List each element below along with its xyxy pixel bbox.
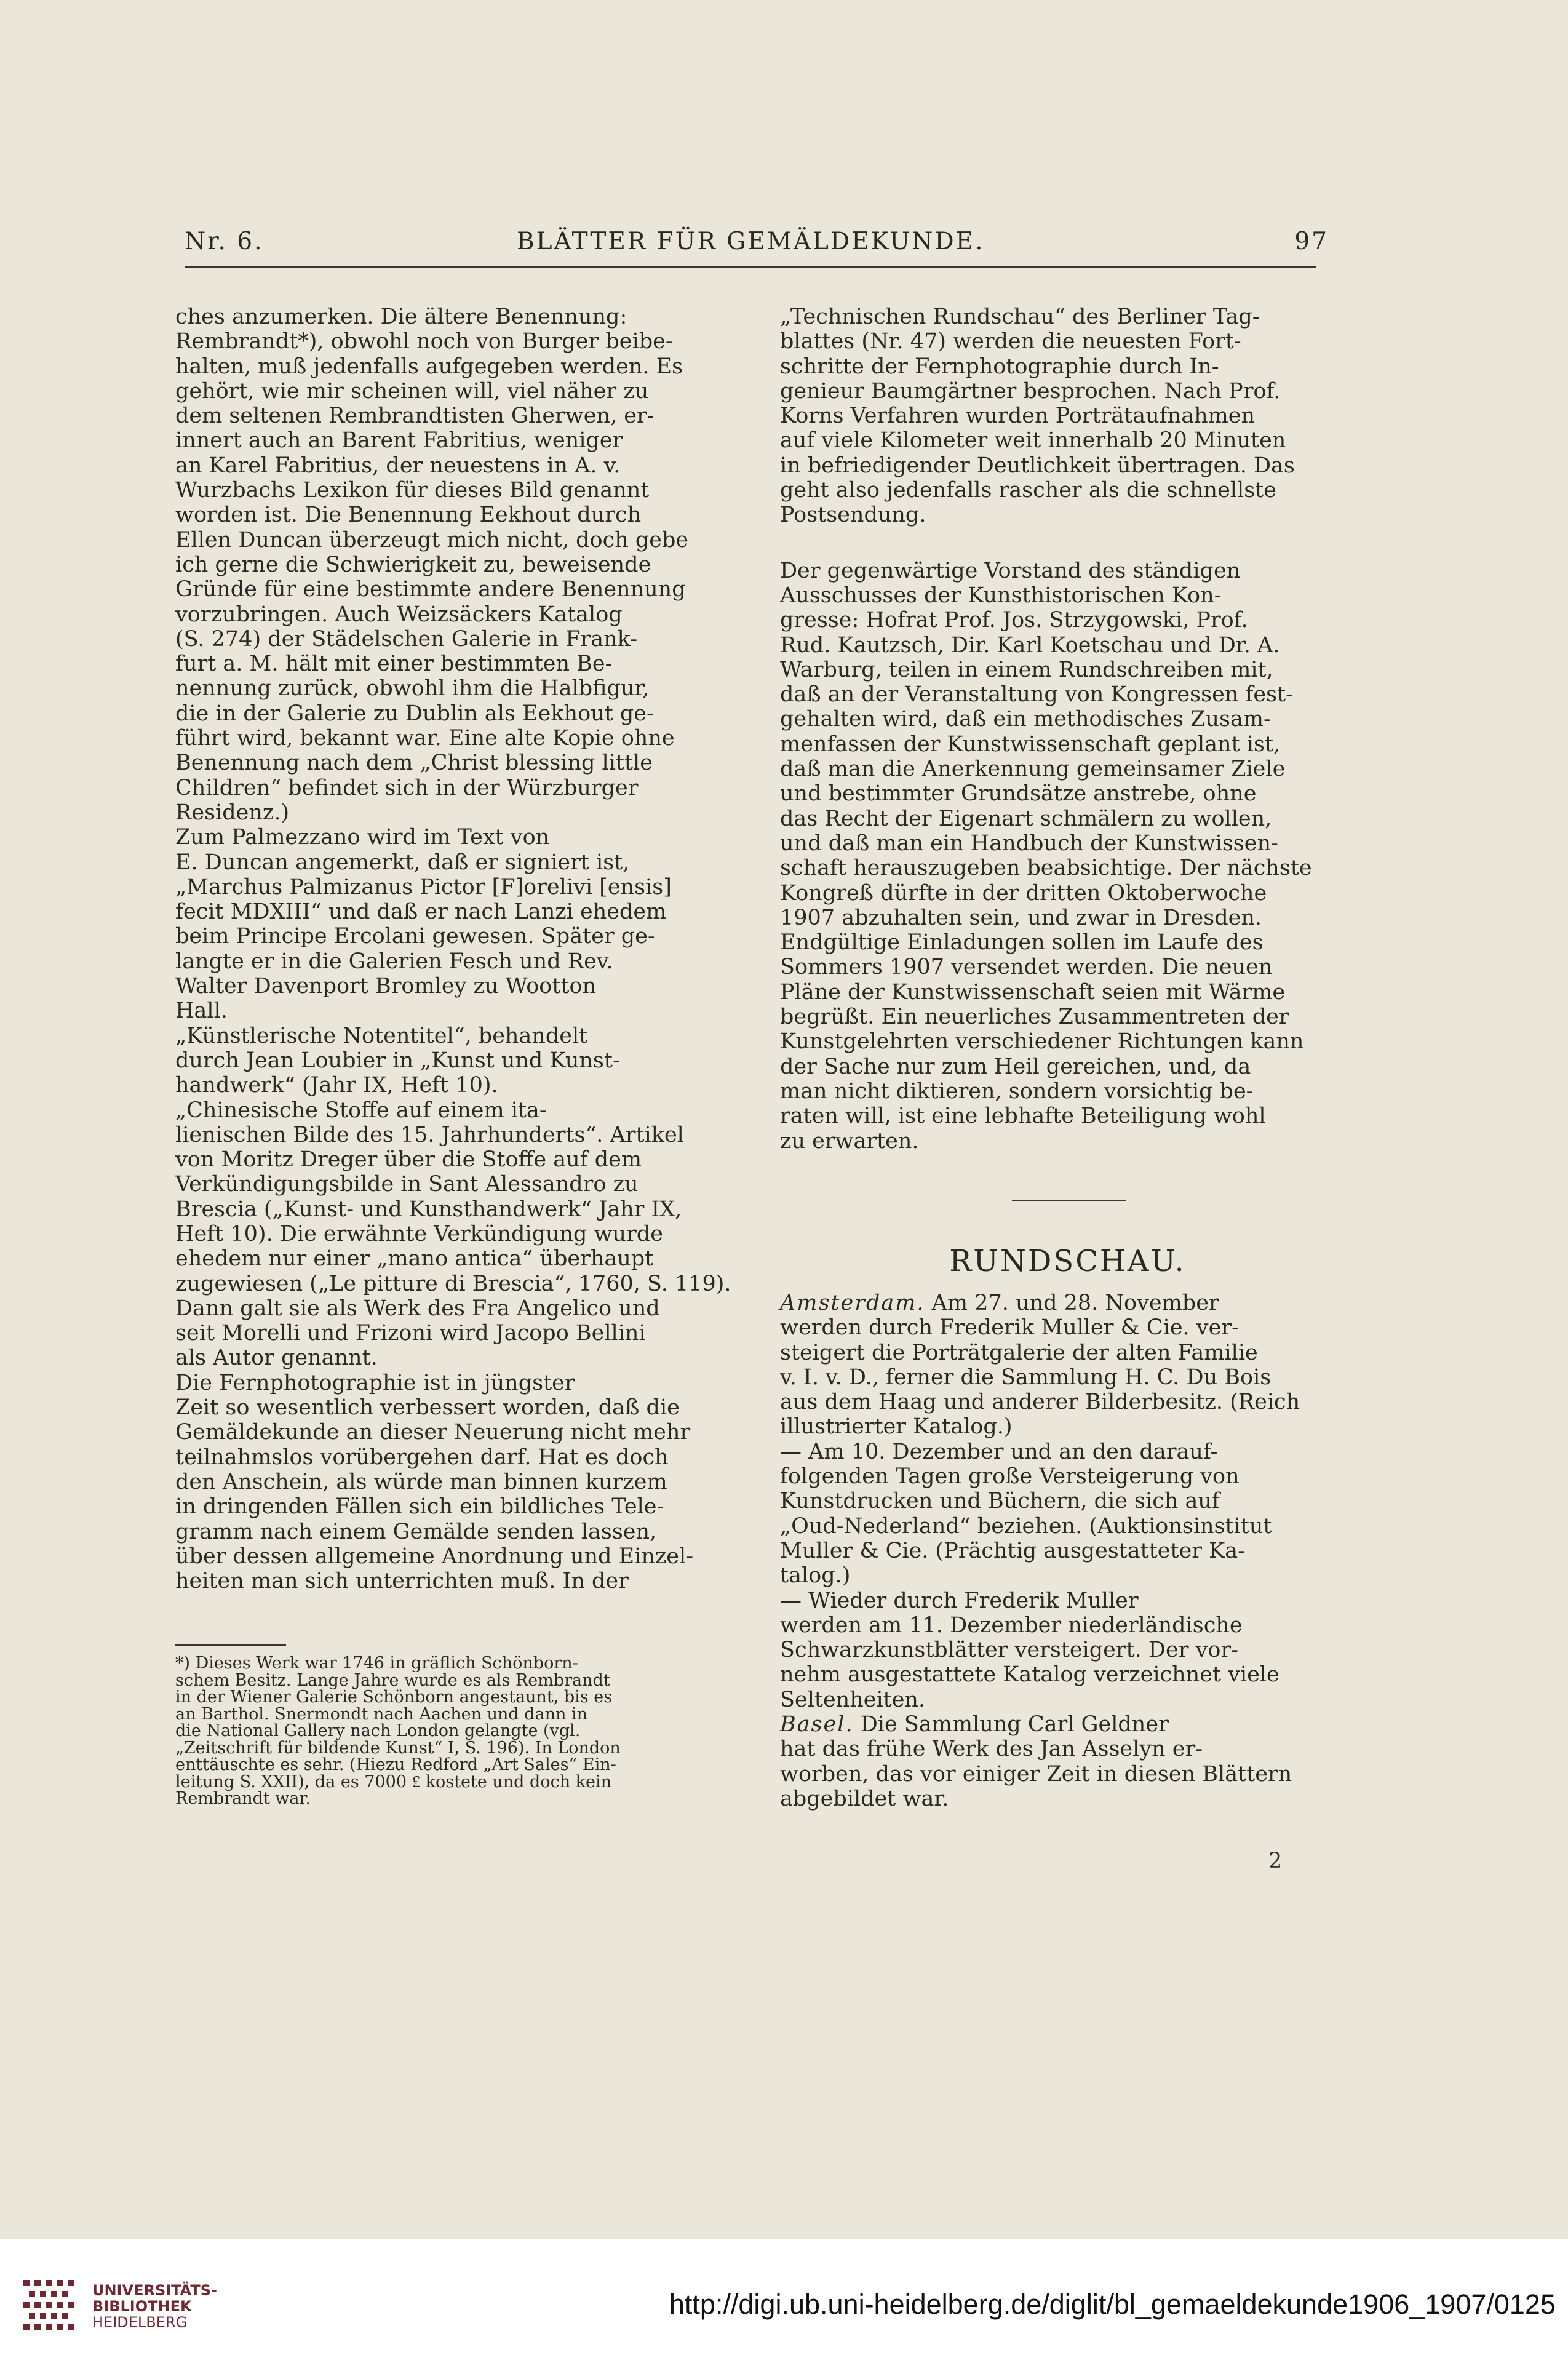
paragraph: ches anzumerken. Die ältere Benennung: Rembrandt*), obwohl noch von Burger beibe- halten, muß jedenfalls aufgegeben werden. Es gehört, wie mir scheinen will, viel näher zu dem seltenen Rembrandtisten Gherwen, er- innert auch an Barent Fabritius, weniger an Karel Fabritius, der neuestens in A. v. Wurzbachs Lexikon für dieses Bild genannt worden ist. Die Benennung Eekhout durch Ellen Duncan überzeugt mich nicht, doch gebe ich gerne die Schwierigkeit zu, beweisende Gründe für eine bestimmte andere Benennung vorzubringen. Auch Weizsäckers Katalog (S. 274) der Städelschen Galerie in Frank- furt a. M. hält mit einer bestimmten Be- nennung zurück, obwohl ihm die Halbfigur, die in der Galerie zu Dublin als Eekhout ge- führt wird, bekannt war. Eine alte Kopie ohne Benennung nach dem „Christ blessing little Children“ befindet sich in der Würzburger Residenz.) xyxy=(175,305,689,825)
header-rule xyxy=(185,266,1316,268)
right-column xyxy=(780,305,1355,1154)
paragraph xyxy=(780,1291,1355,1440)
footnote: *) Dieses Werk war 1746 in gräflich Schönborn- schem Besitz. Lange Jahre wurde es als Rembrandt in der Wiener Galerie Schönborn angestaunt, bis es an Barthol. Snermondt nach Aachen und dann in die National Gallery nach London gelangte (vgl. „Zeitschrift für bildende Kunst“ I, S. 196). In London enttäuschte es sehr. (Hiezu Redford „Art Sales“ Ein- leitung S. XXII), da es 7000 ₤ kostete und doch kein Rembrandt war. xyxy=(175,1654,621,1808)
place-name: Basel. xyxy=(780,1712,854,1737)
library-line: HEIDELBERG xyxy=(92,2314,188,2331)
page-number: 97 xyxy=(1294,228,1329,255)
running-header xyxy=(185,228,1329,265)
place-name: Amsterdam. xyxy=(780,1291,925,1315)
paragraph-gap xyxy=(780,528,1355,559)
library-line: UNIVERSITÄTS- xyxy=(92,2282,218,2299)
paragraph-text: Die Sammlung Carl Geldner hat das frühe Werk des Jan Asselyn er- worben, das vor einiger Zeit in diesen Blättern abgebildet war. xyxy=(780,1712,1292,1811)
footnote-rule xyxy=(175,1644,286,1646)
section-title: RUNDSCHAU. xyxy=(949,1244,1186,1278)
paragraph: Die Fernphotographie ist in jüngster Zeit so wesentlich verbessert worden, daß die Gemäldekunde an dieser Neuerung nicht mehr teilnahmslos vorübergehen darf. Hat es doch den Anschein, als würde man binnen kurzem in dringenden Fällen sich ein bildliches Tele- gramm nach einem Gemälde senden lassen, über dessen allgemeine Anordnung und Einzel- heiten man sich unterrichten muß. In der xyxy=(175,1370,694,1594)
rundschau-section xyxy=(780,1291,1355,1811)
paragraph: — Am 10. Dezember und an den darauf- folgenden Tagen große Versteigerung von Kunstdrucken und Büchern, die sich auf „Oud-Nederland“ beziehen. (Auktionsinstitut Muller & Cie. (Prächtig ausgestatteter Ka- talog.) xyxy=(780,1439,1272,1588)
journal-title: BLÄTTER FÜR GEMÄLDEKUNDE. xyxy=(517,228,985,255)
section-separator xyxy=(1012,1200,1126,1201)
library-name xyxy=(92,2282,217,2330)
signature-mark: 2 xyxy=(1268,1849,1283,1873)
paragraph: Der gegenwärtige Vorstand des ständigen Ausschusses der Kunsthistorischen Kon- gresse: Hofrat Prof. Jos. Strzygowski, Prof. Rud. Kautzsch, Dir. Karl Koetschau und Dr. A. Warburg, teilen in einem Rundschreiben mit, daß an der Veranstaltung von Kongressen fest- gehalten wird, daß ein methodisches Zusam- menfassen der Kunstwissenschaft geplant ist, daß man die Anerkennung gemeinsamer Ziele und bestimmter Grundsätze anstrebe, ohne das Recht der Eigenart schmälern zu wollen, und daß man ein Handbuch der Kunstwissen- schaft herauszugeben beabsichtige. Der nächste Kongreß dürfte in der dritten Oktoberwoche 1907 abzuhalten sein, und zwar in Dresden. Endgültige Einladungen sollen im Laufe des Sommers 1907 versendet werden. Die neuen Pläne der Kunstwissenschaft seien mit Wärme begrüßt. Ein neuerliches Zusammentreten der Kunstgelehrten verschiedener Richtungen kann der Sache nur zum Heil gereichen, und, da man nicht diktieren, sondern vorsichtig be- raten will, ist eine lebhafte Beteiligung wohl zu erwarten. xyxy=(780,558,1312,1154)
paragraph: Zum Palmezzano wird im Text von E. Duncan angemerkt, daß er signiert ist, „Marchus Palmizanus Pictor [F]orelivi [ensis] fecit MDXIII“ und daß er nach Lanzi ehedem beim Principe Ercolani gewesen. Später ge- langte er in die Galerien Fesch und Rev. Walter Davenport Bromley zu Wootton Hall. xyxy=(175,825,672,1024)
paragraph-text: Am 27. und 28. November werden durch Frederik Muller & Cie. ver- steigert die Porträtgalerie der alten Familie v. I. v. D., ferner die Sammlung H. C. Du Bois aus dem Haag und anderer Bilderbesitz. (Reich illustrierter Katalog.) xyxy=(780,1291,1300,1440)
paragraph: „Technischen Rundschau“ des Berliner Tag- blattes (Nr. 47) werden die neuesten Fort- schritte der Fernphotographie durch In- genieur Baumgärtner besprochen. Nach Prof. Korns Verfahren wurden Porträtaufnahmen auf viele Kilometer weit innerhalb 20 Minuten in befriedigender Deutlichkeit übertragen. Das geht also jedenfalls rascher als die schnellste Postsendung. xyxy=(780,305,1295,528)
paragraph: „Künstlerische Notentitel“, behandelt durch Jean Loubier in „Kunst und Kunst- handwerk“ (Jahr IX, Heft 10). xyxy=(175,1023,620,1098)
library-line: BIBLIOTHEK xyxy=(92,2298,192,2315)
paragraph: — Wieder durch Frederik Muller werden am 11. Dezember niederländische Schwarzkunstblätter versteigert. Der vor- nehm ausgestattete Katalog verzeichnet viele Seltenheiten. xyxy=(780,1588,1279,1712)
paragraph: „Chinesische Stoffe auf einem ita- lienischen Bilde des 15. Jahrhunderts“. Artikel von Moritz Dreger über die Stoffe auf dem Verkündigungsbilde in Sant Alessandro zu Brescia („Kunst- und Kunsthandwerk“ Jahr IX, Heft 10). Die erwähnte Verkündigung wurde ehedem nur einer „mano antica“ überhaupt zugewiesen („Le pitture di Brescia“, 1760, S. 119). Dann galt sie als Werk des Fra Angelico und seit Morelli und Frizoni wird Jacopo Bellini als Autor genannt. xyxy=(175,1098,731,1371)
source-url-link[interactable]: http://digi.ub.uni-heidelberg.de/diglit/bl_gemaeldekunde1906_1907/0125 xyxy=(669,2289,1556,2320)
footer-bar xyxy=(0,2239,1568,2371)
library-logo-icon xyxy=(17,2275,85,2343)
paragraph xyxy=(780,1712,1355,1811)
left-column xyxy=(175,305,750,1593)
issue-number: Nr. 6. xyxy=(185,228,264,255)
